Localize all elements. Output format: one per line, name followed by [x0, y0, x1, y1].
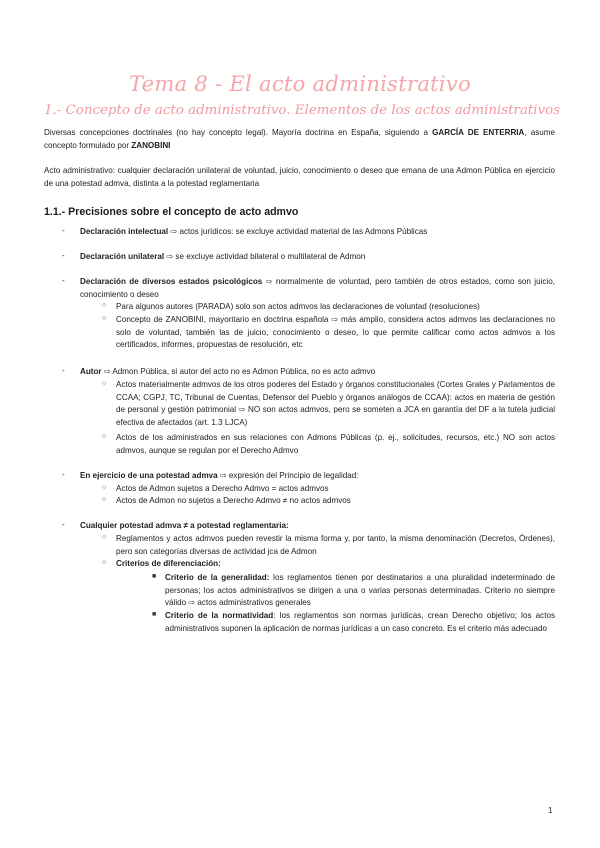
sub-list-item: Criterios de diferenciación:	[116, 559, 221, 568]
square-bullet: ■	[152, 573, 157, 580]
criterion-item: Criterio de la generalidad: los reglamentos tienen por destinatarios a una pluralidad indeterminado de personas; los actos administrativos se dirigen a una o varias personas determinadas. Criterio no siempre válido ⇨ actos administrativos generales	[165, 573, 555, 608]
circle-bullet: ○	[102, 559, 107, 566]
list-item: Declaración unilateral ⇨ se excluye actividad bilateral o multilateral de Admon	[80, 252, 366, 261]
dash-bullet: -	[62, 251, 65, 260]
sub-list-item: Actos de Admon no sujetos a Derecho Admvo ≠ no actos admvos	[116, 496, 351, 505]
circle-bullet: ○	[102, 484, 107, 491]
criterion-item: Criterio de la normatividad: los reglamentos son normas jurídicas, crean Derecho objetivo; los actos administrativos suponen la aplicación de normas jurídicas a un caso concreto. Es el criterio más adecuado	[165, 611, 555, 633]
circle-bullet: ○	[102, 380, 107, 387]
circle-bullet: ○	[102, 496, 107, 503]
circle-bullet: ○	[102, 315, 107, 322]
sub-list-item: Actos de Admon sujetos a Derecho Admvo = actos admvos	[116, 484, 329, 493]
sub-list-item: Para algunos autores (PARADA) solo son actos admvos las declaraciones de voluntad (resoluciones)	[116, 302, 480, 311]
dash-bullet: -	[62, 226, 65, 235]
section-1-1-heading: 1.1.- Precisiones sobre el concepto de acto admvo	[44, 206, 299, 218]
sub-list-item: Reglamentos y actos admvos pueden revestir la misma forma y, por tanto, la misma denominación (Decretos, Órdenes), pero son categorías diversas de actividad jca de Admon	[116, 534, 555, 556]
intro-paragraph: Diversas concepciones doctrinales (no hay concepto legal). Mayoría doctrina en España, siguiendo a GARCÍA DE ENTERRIA, asume concepto formulado por ZANOBINI	[44, 128, 555, 150]
dash-bullet: -	[62, 520, 65, 529]
page-number: 1	[548, 806, 553, 815]
list-item: Declaración intelectual ⇨ actos jurídicos: se excluye actividad material de las Admons Públicas	[80, 227, 428, 236]
document-title: Tema 8 - El acto administrativo	[128, 72, 472, 96]
list-item: Cualquier potestad admva ≠ a potestad reglamentaria:	[80, 521, 289, 530]
dash-bullet: -	[62, 276, 65, 285]
circle-bullet: ○	[102, 302, 107, 309]
section-1-heading: 1.- Concepto de acto administrativo. Elementos de los actos administrativos	[44, 103, 561, 118]
list-item: En ejercicio de una potestad admva ⇨ expresión del Principio de legalidad:	[80, 471, 359, 480]
sub-list-item: Concepto de ZANOBINI, mayoritario en doctrina española ⇨ más amplio, considera actos admvos las declaraciones no solo de voluntad, también las de juicio, conocimiento o deseo, lo que permite calificar como actos admvos a los certificados, informes, propuestas de resolución, etc	[116, 315, 555, 350]
sub-list-item: Actos de los administrados en sus relaciones con Admons Públicas (p. ej., solicitudes, recursos, etc.) NO son actos admvos, aunque se regulan por el Derecho Admvo	[116, 433, 555, 455]
list-item: Autor ⇨ Admon Pública, si autor del acto no es Admon Pública, no es acto admvo	[80, 367, 376, 376]
dash-bullet: -	[62, 366, 65, 375]
sub-list-item: Actos materialmente admvos de los otros poderes del Estado y órganos constitucionales (Cortes Grales y Parlamentos de CCAA; CGPJ, TC, Tribunal de Cuentas, Defensor del Pueblo y órganos análogos de CCAA): actos en materia de gestión de personal y gestión patrimonial ⇨ NO son actos admvos, pero se someten a JCA en garantía del DF a la tutela judicial efectiva de afectados (art. 1.3 LJCA)	[116, 380, 555, 427]
dash-bullet: -	[62, 470, 65, 479]
circle-bullet: ○	[102, 433, 107, 440]
square-bullet: ■	[152, 611, 157, 618]
circle-bullet: ○	[102, 534, 107, 541]
list-item: Declaración de diversos estados psicológicos ⇨ normalmente de voluntad, pero también de otros estados, como son juicio, conocimiento o deseo	[80, 277, 555, 299]
definition-paragraph: Acto administrativo: cualquier declaración unilateral de voluntad, juicio, conocimiento o deseo que emana de una Admon Pública en ejercicio de una potestad admva, distinta a la potestad reglamentaria	[44, 166, 555, 188]
